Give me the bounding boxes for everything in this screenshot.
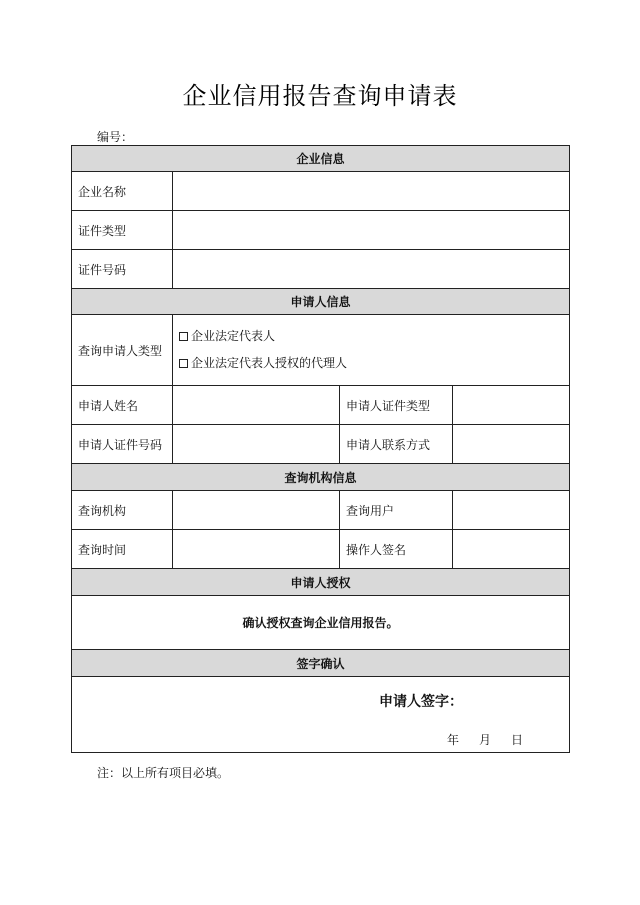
applicant-type-options xyxy=(173,315,570,386)
row-signature xyxy=(72,677,570,753)
section-title-authorization: 申请人授权 xyxy=(72,569,570,596)
applicant-id-number-label: 申请人证件号码 xyxy=(72,425,173,464)
applicant-id-number-field[interactable] xyxy=(173,425,340,464)
option-legal-representative-label: 企业法定代表人 xyxy=(191,329,276,343)
checkbox-legal-representative[interactable] xyxy=(179,332,188,341)
company-name-label: 企业名称 xyxy=(72,172,173,211)
signature-date-line xyxy=(447,731,543,748)
section-header-authorization xyxy=(72,569,570,596)
option-legal-representative[interactable] xyxy=(179,323,563,350)
form-title: 企业信用报告查询申请表 xyxy=(182,82,458,110)
section-header-applicant xyxy=(72,289,570,315)
company-id-type-label: 证件类型 xyxy=(72,211,173,250)
signature-area[interactable] xyxy=(72,677,570,753)
authorization-statement: 确认授权查询企业信用报告。 xyxy=(72,596,570,650)
query-institution-label: 查询机构 xyxy=(72,491,173,530)
application-form-table xyxy=(71,145,570,753)
operator-signature-label: 操作人签名 xyxy=(340,530,453,569)
applicant-id-type-label: 申请人证件类型 xyxy=(340,386,453,425)
query-time-label: 查询时间 xyxy=(72,530,173,569)
applicant-signature-label: 申请人签字： xyxy=(379,694,463,710)
option-authorized-agent[interactable] xyxy=(179,350,563,377)
applicant-type-label: 查询申请人类型 xyxy=(72,315,173,386)
query-user-label: 查询用户 xyxy=(340,491,453,530)
footnote: 注：以上所有项目必填。 xyxy=(97,766,230,780)
company-id-type-field[interactable] xyxy=(173,211,570,250)
applicant-contact-field[interactable] xyxy=(453,425,570,464)
row-applicant-type xyxy=(72,315,570,386)
query-user-field[interactable] xyxy=(453,491,570,530)
date-year-label: 年 xyxy=(447,733,460,747)
option-authorized-agent-label: 企业法定代表人授权的代理人 xyxy=(191,356,348,370)
checkbox-authorized-agent[interactable] xyxy=(179,359,188,368)
operator-signature-field[interactable] xyxy=(453,530,570,569)
company-id-number-label: 证件号码 xyxy=(72,250,173,289)
query-time-field[interactable] xyxy=(173,530,340,569)
section-title-institution: 查询机构信息 xyxy=(72,464,570,491)
applicant-name-field[interactable] xyxy=(173,386,340,425)
row-authorization-text xyxy=(72,596,570,650)
applicant-id-type-field[interactable] xyxy=(453,386,570,425)
row-company-id-number xyxy=(72,250,570,289)
section-title-signature: 签字确认 xyxy=(72,650,570,677)
applicant-contact-label: 申请人联系方式 xyxy=(340,425,453,464)
company-name-field[interactable] xyxy=(173,172,570,211)
company-id-number-field[interactable] xyxy=(173,250,570,289)
applicant-name-label: 申请人姓名 xyxy=(72,386,173,425)
row-applicant-id-number xyxy=(72,425,570,464)
row-company-name xyxy=(72,172,570,211)
date-day-label: 日 xyxy=(511,733,524,747)
row-query-time xyxy=(72,530,570,569)
row-applicant-name xyxy=(72,386,570,425)
section-header-company xyxy=(72,146,570,172)
date-month-label: 月 xyxy=(479,733,492,747)
query-institution-field[interactable] xyxy=(173,491,340,530)
section-title-applicant: 申请人信息 xyxy=(72,289,570,315)
row-query-institution xyxy=(72,491,570,530)
serial-number-label: 编号： xyxy=(97,130,134,144)
section-header-signature xyxy=(72,650,570,677)
row-company-id-type xyxy=(72,211,570,250)
section-header-institution xyxy=(72,464,570,491)
section-title-company: 企业信息 xyxy=(72,146,570,172)
